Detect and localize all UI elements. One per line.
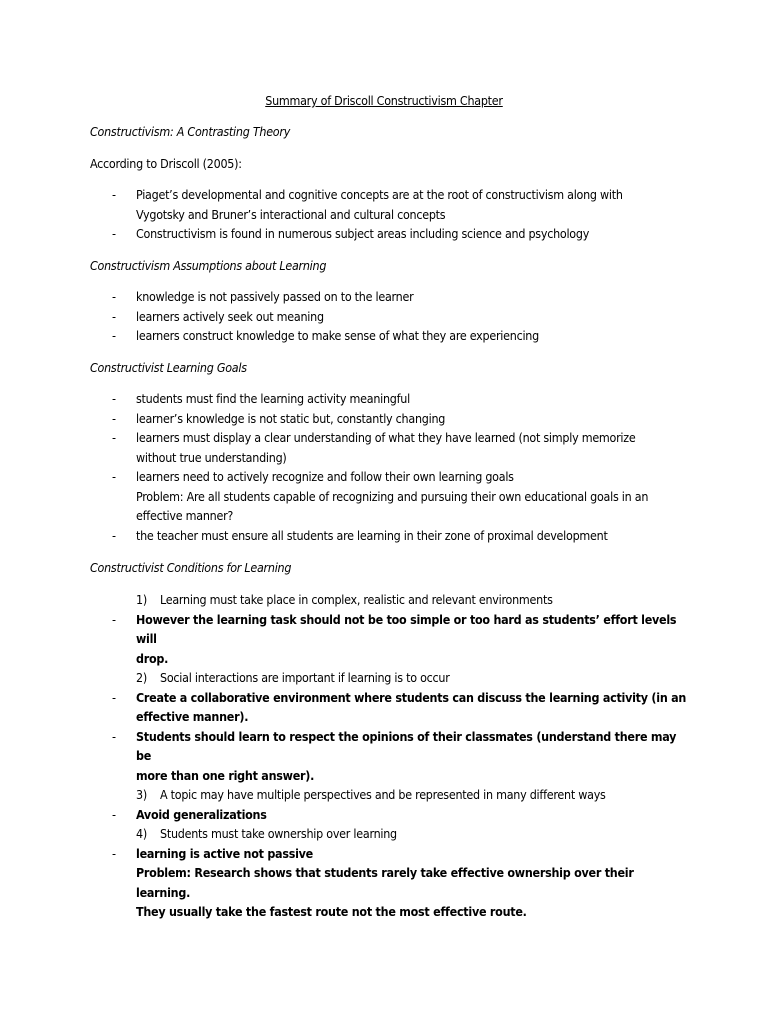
list-item-text: more than one right answer). <box>136 767 315 783</box>
section-heading-contrasting-theory: Constructivism: A Contrasting Theory <box>90 124 291 139</box>
bullet-dash: - <box>112 469 116 484</box>
list-item-text: drop. <box>136 650 169 666</box>
bullet-dash: - <box>112 689 116 705</box>
bullet-dash: - <box>112 187 116 202</box>
section-heading-conditions: Constructivist Conditions for Learning <box>90 560 292 575</box>
problem-note: effective manner? <box>136 508 234 523</box>
problem-note: They usually take the fastest route not the most effective route. <box>136 904 527 919</box>
numbered-condition <box>90 668 690 688</box>
problem-note: Problem: Research shows that students rarely take effective ownership over their learning. <box>136 865 634 900</box>
bullet-dash: - <box>112 226 116 241</box>
list-item-text: Create a collaborative environment where students can discuss the learning activity (in an <box>136 689 687 705</box>
list-item-text: learning is active not passive <box>136 845 313 861</box>
section4-list <box>90 590 690 922</box>
list-item <box>90 409 690 429</box>
bullet-dash: - <box>112 289 116 304</box>
list-item-text: learners construct knowledge to make sense of what they are experiencing <box>136 328 539 343</box>
bullet-dash: - <box>112 328 116 343</box>
list-item <box>90 185 690 224</box>
section-heading-learning-goals: Constructivist Learning Goals <box>90 360 247 375</box>
condition-number: 2) <box>136 670 147 685</box>
list-item <box>90 805 690 825</box>
list-item-text: However the learning task should not be too simple or too hard as students’ effort levels will <box>136 611 677 646</box>
condition-number: 3) <box>136 787 147 802</box>
list-item <box>90 224 690 244</box>
list-item <box>90 307 690 327</box>
list-item <box>90 287 690 307</box>
list-item <box>90 389 690 409</box>
section2-list <box>90 287 690 346</box>
numbered-condition <box>90 785 690 805</box>
condition-text: Students must take ownership over learning <box>160 826 397 841</box>
list-item-text: Vygotsky and Bruner’s interactional and cultural concepts <box>136 206 446 222</box>
condition-number: 1) <box>136 592 147 607</box>
section1-list <box>90 185 690 244</box>
list-item <box>90 428 690 467</box>
list-item-text: Constructivism is found in numerous subject areas including science and psychology <box>136 226 590 241</box>
list-item <box>90 727 690 786</box>
bullet-dash: - <box>112 308 116 324</box>
condition-text: Learning must take place in complex, realistic and relevant environments <box>160 592 553 607</box>
condition-text: Social interactions are important if learning is to occur <box>160 670 450 685</box>
bullet-dash: - <box>112 611 116 627</box>
list-item <box>90 688 690 727</box>
bullet-dash: - <box>112 391 116 406</box>
list-item <box>90 844 690 922</box>
list-item <box>90 326 690 346</box>
list-item-text: Piaget’s developmental and cognitive concepts are at the root of constructivism along with <box>136 187 623 202</box>
numbered-condition <box>90 590 690 610</box>
bullet-dash: - <box>112 527 116 543</box>
list-item-text: without true understanding) <box>136 449 287 465</box>
section-intro: According to Driscoll (2005): <box>90 156 242 171</box>
list-item-text: learners must display a clear understanding of what they have learned (not simply memorize <box>136 430 636 445</box>
problem-note: Problem: Are all students capable of recognizing and pursuing their own educational goals in an <box>136 488 649 504</box>
bullet-dash: - <box>112 728 116 744</box>
list-item <box>90 526 690 546</box>
list-item-text: learners actively seek out meaning <box>136 308 324 324</box>
list-item-text: effective manner). <box>136 709 249 724</box>
list-item-text: learner’s knowledge is not static but, constantly changing <box>136 410 446 426</box>
bullet-dash: - <box>112 430 116 445</box>
condition-text: A topic may have multiple perspectives and be represented in many different ways <box>160 787 606 802</box>
bullet-dash: - <box>112 410 116 426</box>
list-item-text: knowledge is not passively passed on to the learner <box>136 289 414 304</box>
list-item <box>90 467 690 526</box>
list-item-text: the teacher must ensure all students are learning in their zone of proximal development <box>136 527 608 543</box>
list-item-text: Students should learn to respect the opinions of their classmates (understand there may be <box>136 728 677 763</box>
list-item <box>90 610 690 669</box>
bullet-dash: - <box>112 806 116 822</box>
bullet-dash: - <box>112 845 116 861</box>
section-heading-assumptions: Constructivism Assumptions about Learning <box>90 258 327 273</box>
list-item-text: learners need to actively recognize and follow their own learning goals <box>136 469 514 484</box>
condition-number: 4) <box>136 826 147 841</box>
document-title: Summary of Driscoll Constructivism Chapter <box>265 93 503 108</box>
list-item-text: students must find the learning activity meaningful <box>136 391 410 406</box>
numbered-condition <box>90 824 690 844</box>
list-item-text: Avoid generalizations <box>136 806 267 822</box>
section3-list <box>90 389 690 545</box>
